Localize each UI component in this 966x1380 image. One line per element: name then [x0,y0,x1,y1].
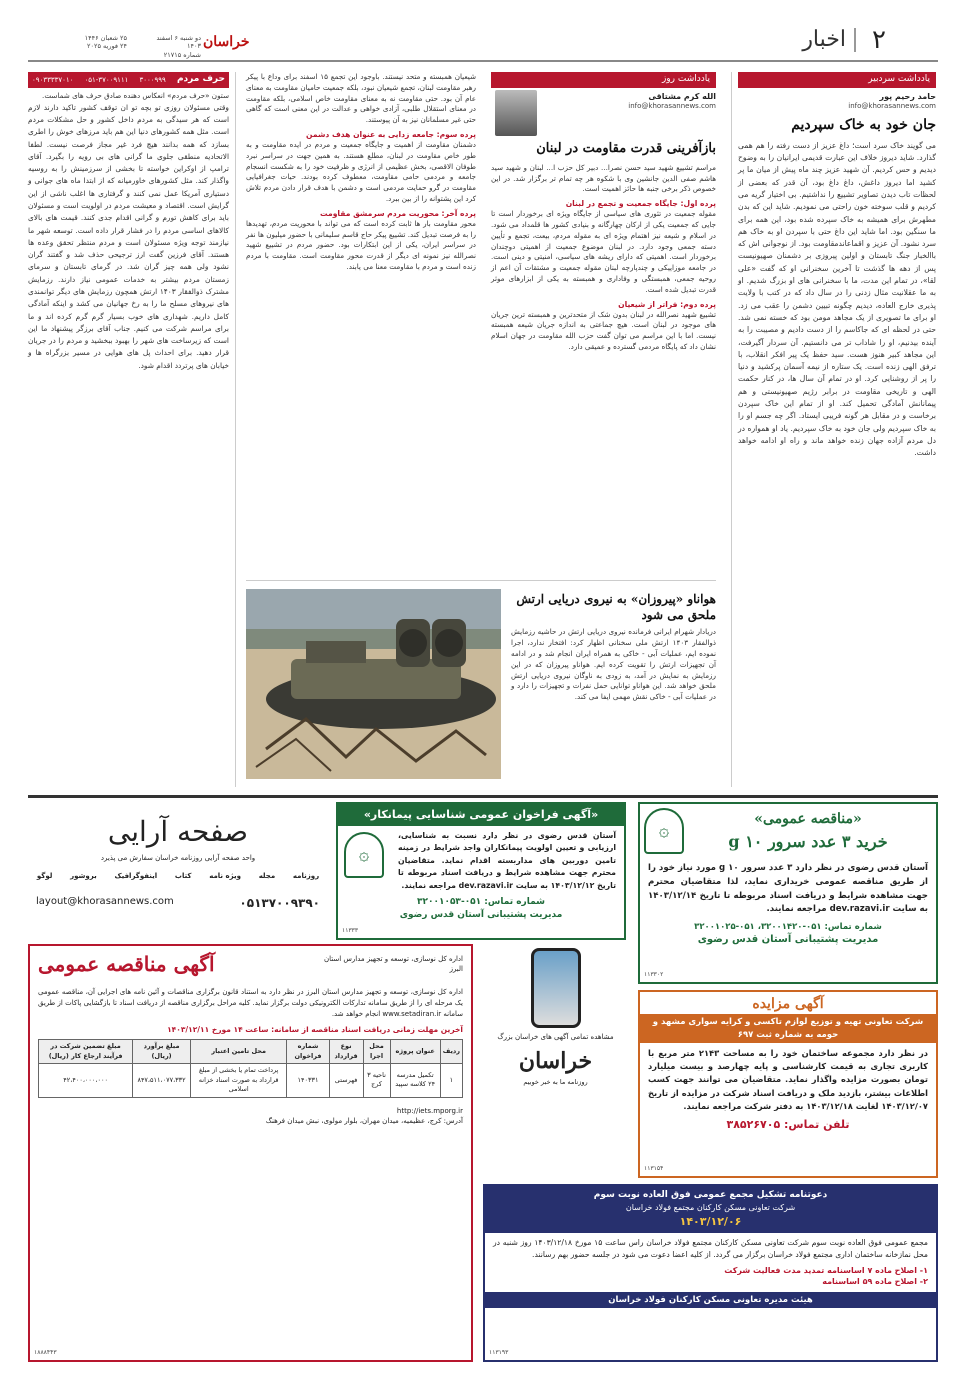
layout-title: صفحه آرایی [107,815,249,848]
alborz-deadline: آخرین مهلت زمانی دریافت اسناد مناقصه از سامانه: ساعت ۱۴ مورخ ۱۴۰۳/۱۲/۱۱ [167,1024,463,1034]
meeting-ad[interactable] [483,1184,938,1362]
daynote-label: یادداشت روز [491,72,716,88]
quds-tender-ad[interactable] [638,802,938,984]
quds-call-footer: مدیریت پشتیبانی آستان قدس رضوی [399,910,563,921]
alborz-body: اداره کل نوسازی، توسعه و تجهیز مدارس استان البرز در نظر دارد به استناد قانون برگزاری مناقصات و آئین نامه های اجرایی آن، مناقصه عمومی یک مرحله ای را از طریق سامانه تدارکات الکترونیکی دولت برگزار نماید. کلیه مراحل برگزاری مناقصه از دریافت اسناد تا بازگشایی پاکات از طریق سامانه www.setadiran.ir انجام خواهد شد. [38,988,463,1019]
quds-call-title: «آگهی فراخوان عمومی شناسایی پیمانکار» [338,804,624,826]
date-persian: دو شنبه ۶ اسفند ۱۴۰۳ [156,34,201,51]
page-number: ۲ [872,25,886,55]
table-cell: تکمیل مدرسه ۲۴ کلاسه سپید [390,1064,440,1097]
people-body: وقتی مسئولان روزی تو بچه تو ان توقف کشور تاکید دارند لازم است که هر سیدگی به مردم داخل کشور و حل مشکلات مردم است. مثل همه کشورهای دنیا این هم باید مرزهای خوش را اطری بسازد که همه بدانند هیچ فرد غیر مجاز فرصت نیست. لطفا الاتحادیه منطقی جلوی ما گرانی های بی رویه را بگیرد. آقای ترامپ از اوکراین خواسته تا بخشی از سرزمینش را به روسیه واگذار کند. مثل کشورهای خاورمیانه که از ابتدا ماه های جوانی و دستیاری آمریکا عمل نمی کنند و گرفتاری ها اغلب ناشی از این گرایش است. اقتصاد و معیشت مردم در اولویت است و مسئولان باید برای کاهش تورم و گرانی اقدام جدی کنند. قیمت های بالای کالاهای اساسی مردم را در فشار قرار داده است. توسعه شهر ما نیازمند توجه ویژه مسئولان است و مردم منتظر تحقق وعده ها هستند. آقای فرزین گفت ارز ترجیحی حذف شد و گفتند گران نشود ولی همه چیز گران شد. در گرمای تابستان و سرمای زمستان مردم بیشتر به خدمات عمومی نیاز دارند. رزمایش مشترک ذوالفقار ۱۴۰۳ ارتش همچون رزمایش های دیگر توانمندی های نیروهای مسلح ما را به رخ جهانیان می کشد و اینکه آمادگی کامل داریم. شهداری های خوب بسیار گرم گرم کرده اند و ما برای مراسم شرکت می کنیم. جناب آقای برزگر پیشنهاد ما این است که زیرساخت های شهر را بهبود ببخشید و مردم را در جریان قرار دهید. برای احداث پل های هوایی در مسیر بزرگراه ها و خیابان های پرتردد اقدام شود. [28,102,230,370]
daynote-byline-wrap [491,88,716,136]
page-header [28,14,938,62]
auction-ad[interactable] [638,990,938,1178]
layout-item: لوگو [36,871,53,880]
layout-contact [28,895,328,912]
classified-brand: خراسان [518,1048,593,1075]
table-header: مبلغ برآورد (ریال) [133,1040,191,1064]
brand-logo[interactable]: خراسان [203,34,250,50]
table-header: محل تامین اعتبار [190,1040,287,1064]
quds-tender-titles [684,809,932,852]
people-header [28,72,229,88]
editorial-column [731,72,936,787]
people-column [28,72,236,787]
editorial-label: یادداشت سردبیر [738,72,936,88]
meeting-footer: هیئت مدیره تعاونی مسکن کارکنان فولاد خراسان [485,1292,936,1308]
layout-item: اینفوگرافیک [114,871,158,880]
daynote-title[interactable]: بازآفرینی قدرت مقاومت در لبنان [536,141,716,156]
alborz-serial: ۱۸۸۸۴۴۳ [34,1349,57,1357]
issue-info [143,34,201,59]
quds-call-content [338,826,624,896]
layout-item: روزنامه [292,871,320,880]
shrine-emblem-icon: ۞ [644,808,684,854]
quds-tender-body: آستان قدس رضوی در نظر دارد ۳ عدد سرور ۱۰ g مورد نیاز خود را از طریق مناقصه عمومی خریداری نماید، لذا متقاضیان محترم جهت مشاهده شرایط و دریافت اسناد مربوطه تا تاریخ ۱۴۰۳/۱۲/۱۴ به سایت dev.razavi.ir مراجعه نمایند. [648,863,928,915]
layout-sub: واحد صفحه آرایی روزنامه خراسان سفارش می پذیرد [100,853,256,862]
meeting-serial: ۱۱۳۱۹۳ [489,1349,509,1357]
layout-phone[interactable]: ۰۵۱۳۷۰۰۹۳۹۰ [239,895,320,910]
quds-tender-title: «مناقصه عمومی» [754,811,862,828]
table-row [39,1064,463,1097]
alborz-tender-ad[interactable] [28,944,473,1362]
people-sms[interactable]: ۳۰۰۰۹۹۹ [139,75,166,84]
meeting-subtitle: شرکت تعاونی مسکن کارکنان مجتمع فولاد خراسان [625,1203,796,1213]
alborz-notes [30,1102,471,1131]
auction-serial: ۱۱۳۱۵۴ [644,1165,664,1173]
auction-title: آگهی مزایده [752,996,824,1012]
table-header: نوع قرارداد [329,1040,363,1064]
meeting-title: دعوتنامه تشکیل مجمع عمومی فوق العاده نوبت سوم [593,1190,828,1200]
middle-body-top: شیعیان همبسته و متحد نیستند. باوجود این تجمع ۱۵ اسفند برای وداع با پیکر رهبر مقاومت لبنان، تجمع شیعیان نبود، بلکه جمعیت حامیان مقاومت به معنای عام آن بود. حتی مقاومت نه به معنای مقاومت خاص اسلامی، بلکه مقاومت در معنای استقلال طلبی، آزادی خواهی و عدالت در این معنی است که گاهی حتی غیر مسلمانان نیز به آن پیوستند. [246,72,476,125]
classified-text: مشاهده تمامی آگهی های خراسان بزرگ [497,1033,614,1041]
editorial-author: حامد رحیم پور [879,92,936,101]
daynote-part1: مقوله جمعیت در تئوری های سیاسی از جایگاه ویژه ای برخوردار است تا جایی که جمعیت یکی از ارکان چهارگانه و بنیادی کشور ها قلمداد می شود. در اسلام و شیعه نیز اهتمام ویژه ای به مقوله مردم، بیعت، تجمع و تأیین دسته جمعی وجود دارد. در لبنان موضوع جمعیت از اهمیتی دوچندان برخوردار است. اهمیتی که دارای ریشه های سیاسی، امنیتی و دینی است. در جامعه موزاییکی و چندپارچه لبنان مقوله جمعیت و مشتقات آن اعم از روحیه جمعی، همبستگی و وفاداری و همبسته به یکی از ابزارهای موثر قدرت تبدیل شده است. [491,209,716,294]
table-header: ردیف [440,1040,462,1064]
layout-item: بروشور [70,871,97,880]
phone-icon [531,948,581,1028]
layout-item: ویژه نامه [209,871,241,880]
daynote-part1-head: پرده اول: جایگاه جمعیت و تجمع در لبنان [565,199,716,209]
quds-call-phone: شماره تماس: ۰۵۱-۳۲۰۰۱۰۵۳ [416,897,546,908]
meeting-agenda-1: ۱- اصلاح ماده ۷ اساسنامه تمدید مدت فعالیت شرکت [724,1265,928,1275]
middle-part3: دشمنان مقاومت از اهمیت و جایگاه جمعیت و مردم در ایده مقاومت و به طور خاص مقاومت در لبنان، مطلع هستند. به همین جهت در سراسر نبرد طوفان الاقصی، بخش عظیمی از انرژی و ظرفیت خود را به شکست انسجام جامعه و مردمی حامی مقاومت، معطوف کرده بودند. حیات جغرافیایی مقاومت در گرو حمایت مردمی است و دشمن با هدف قرار دادن مردم تلاش کرد این پشتوانه را از بین ببرد. [246,139,476,203]
table-cell: فهرستی [329,1064,363,1097]
layout-item: مجله [258,871,276,880]
quds-call-serial: ۱۱۳۳۳ [342,927,359,935]
middle-part4: محور مقاومت بار ها ثابت کرده است که می تواند با محوریت مردم، تهدیدها را به فرصت تبدیل کند. تشییع پیکر حاج قاسم سلیمانی با حضور میلیون ها نفر در سراسر ایران، یکی از این ابتکارات بود. حضور مردم در تشییع شهید نصرالله نیز نمونه ای دیگر از قدرت محور مقاومت است. مقاومت با مردم زنده است و مردم با مقاومت معنا می یابند. [246,218,476,271]
people-whatsapp[interactable]: ۰۹۰۳۳۳۳۷۰۱۰ [32,75,74,84]
classified-slogan: روزنامه ما به خبر خوبیم [523,1078,588,1087]
table-cell: ۱ [440,1064,462,1097]
quds-call-ad[interactable] [336,802,626,940]
layout-item: کتاب [174,871,192,880]
quds-tender-head [640,804,936,858]
date-gregorian: ۲۴ فوریه ۲۰۲۵ [87,42,127,51]
people-phone[interactable]: ۰۵۱-۳۷۰۰۹۱۱۱ [84,75,129,84]
classified-ad[interactable] [483,944,628,1134]
meeting-date: ۱۴۰۳/۱۲/۰۶ [679,1214,742,1228]
table-cell: ۴۲،۴۰۰،۰۰۰،۰۰۰ [39,1064,133,1097]
auction-subtitle: شرکت تعاونی تهیه و توزیع لوازم تاکسی و کرایه سواری مشهد و حومه به شماره ثبت ۶۹۷ [640,1014,936,1043]
quds-call-body: آستان قدس رضوی در نظر دارد نسبت به شناسایی، ارزیابی و تعیین اولویت پیمانکاران واجد شرایط در زمینه تامین دوربین های مداربسته اقدام نماید. متقاضیان محترم جهت مشاهده شرایط و دریافت اسناد مربوطه تا تاریخ ۱۴۰۳/۱۲/۱۲ به سایت dev.razavi.ir مراجعه نمایند. [398,830,616,890]
date-hijri: ۲۵ شعبان ۱۴۴۶ [84,34,127,42]
table-cell: ۱۴۰۳۳۱ [287,1064,329,1097]
ads-section [28,795,938,1365]
auction-phone: تلفن تماس: ۳۸۵۲۶۷۰۵ [726,1118,850,1132]
quds-tender-footer: مدیریت پشتیبانی آستان قدس رضوی [697,934,879,946]
daynote-author: الله کرم مشتاقی [648,92,716,101]
hovercraft-body: دریادار شهرام ایرانی فرمانده نیروی دریایی ارتش در حاشیه رزمایش ذوالفقار ۱۴۰۳ ارتش ملی سخنانی اظهار کرد: افتخار ندارد، اجرا نموده ایم، عملیات آبی - خاکی به همراه ایران انجام شد و در ادامه آن تجهیزات ارتش را تقویت کرده ایم. هواناو پیروزان که در این رزمایش به نمایش در آمد، به زودی به ناوگان نیروی دریایی ارتش ملحق خواهد شد. این هواناو توانایی حمل نفرات و تجهیزات را دارد و در عملیات آبی - خاکی نقش مهمی ایفا می کند. [511,627,716,702]
hovercraft-title[interactable]: هواناو «پیروزان» به نیروی دریایی ارتش ملحق می شود [516,592,716,623]
alborz-table-wrap [30,1035,471,1101]
meeting-body: مجمع عمومی فوق العاده نوبت سوم شرکت تعاونی مسکن کارکنان مجتمع فولاد خراسان راس ساعت ۱۵ مورخ ۱۴۰۳/۱۲/۱۸ روز شنبه در محل نمازخانه ساختمان اداری مجتمع فولاد خراسان برگزار می گردد. از کلیه اعضا دعوت می شود در جلسه حضور بهم رسانند. [493,1237,929,1259]
layout-email[interactable]: layout@khorasannews.com [36,895,174,907]
middle-part4-head: پرده آخر: محوریت مردم سرمشق مقاومت [319,208,476,218]
alborz-title: آگهی مناقصه عمومی [38,952,215,976]
alborz-table [38,1039,463,1097]
daynote-column [491,72,716,577]
table-cell: پرداخت تمام یا بخشی از مبلغ قرارداد به صورت اسناد خزانه اسلامی [190,1064,287,1097]
editorial-body: می گویند خاک سرد است؛ داغ عزیز از دست رفته را هم همی گذارد. شاید دیروز خلاف این عبارت قدیمی ایرانیان را به وضوح دیدیم و حس کردیم. آن شهید عزیز چند ماه پیش از میان ما پر کشید اما دیروز داغش، داغ داغ بود، آن قدر که بعضی از لحظات تاب دیدن تصاویر تشییع را نداشتیم. بی اختیار گریه می کردیم و قلب سوخته خون راحتی می نمودیم. شاید این که بدن مطهرش برای همیشه به خاک سپرده شده بود، این همه برای ما سنگین بود. اما شاید این داغ حتی با سپردن او به خاک هم سرد نشود. آن عزیز و اقماعاندمقاومت بود. از نوجوانی اش که باالخبار جنگ تابستان و اولین پیروزی بر دشمنان صهیونیست پس از دهه ها گذشت تا آخرین سخنرانی او که گفت «علی لقا»، در تمام این مدت، ما با سخنرانی های او بزرگ شدیم. او به ما عقلانیت مثال زدنی را در سال داد که در کتب با ولایت پذیری خارج العاده، دیدیم چگونه تبیین دشمن را عقب می زد. او برای ما تصویری از یک مجاهد مومن بود که خسته نمی شد. حتی در لحظه ای که جاکاسم را از دست دادیم و مصیبت را به آینده بیدنیم، او را شاداب تر می دانستیم. آن سردار آگیرفت، این مجاهد کبیر هنوز هست. سید حفظ یک پیر افکر انقلاب، با ترفق الهی زنده است. یک ستاره از نیمه آسمان پرکشید و دنیا را پر از روشنایی کرد. او در تمام آن سال ها، در کنار حکمت الهی و تاریخی مقاومت در برابر رژیم صهیونیستی و هم پیمانانش آمادگی تحمیل کند. او از تمام این خاک سپردن برخاست و در مقابل هر گونه فریبی ایستاد. اگر چه جسم او را به خاک سپردیم ولی جان خود به خاک سپردیم. یاد او همواره در دل مردم آزاده جهان زنده خواهد ماند و راه او ادامه خواهد داشت. [738,140,936,458]
author-avatar [495,90,537,136]
quds-tender-phone: شماره تماس: ۰۵۱-۳۲۰۰۱۴۲۰، ۰۵۱-۳۲۰۰۱۰۲۵ [694,922,882,932]
hovercraft-text [511,587,716,703]
auction-body: در نظر دارد مجموعه ساختمان خود را به مساحت ۲۱۴۳ متر مربع با کاربری تجاری به قیمت کارشناسی و پایه چهارصد و بیست میلیارد تومان بصورت مزایده واگذار نماید. متقاضیان می توانند جهت کسب اطلاعات بیشتر، بازدید ملک و دریافت اسناد شرکت در مزایده از تاریخ ۱۴۰۳/۱۲/۰۷ لغایت ۱۴۰۳/۱۲/۱۸ به دفتر شرکت مراجعه نمایند. [648,1047,928,1111]
table-header-row [39,1040,463,1064]
middle-column [246,72,476,577]
middle-part3-head: پرده سوم: جامعه زدایی به عنوان هدف دشمن [306,129,476,139]
editorial-title[interactable]: جان خود به خاک سپردیم [791,117,936,134]
table-cell: ۸۴۷،۵۱۱،۰۷۷،۳۳۲ [133,1064,191,1097]
alborz-address: آدرس: کرج، عظیمیه، میدان مهران، بلوار مولوی، نبش میدان فرهنگ [265,1117,463,1126]
alborz-org: اداره کل نوسازی، توسعه و تجهیز مدارس استان البرز [323,955,463,973]
daynote-part2-head: پرده دوم: فراتر از شیعیان [618,299,716,309]
people-label: حرف مردم [176,74,225,85]
shrine-emblem-icon: ۞ [344,832,384,878]
quds-tender-subtitle: خرید ۳ عدد سرور ۱۰ g [728,831,888,851]
daynote-intro: مراسم تشییع شهید سید حسن نصرا... دبیر کل حزب ا... لبنان و شهید سید هاشم صفی الدین جانشین وی با شکوه هر چه تمام تر برگزار شد. در این خصوص ذکر برخی جنبه ها حائز اهمیت است. [491,162,716,194]
table-cell: ناحیه ۳ کرج [363,1064,390,1097]
table-header: عنوان پروژه [390,1040,440,1064]
header-separator [854,28,856,52]
daynote-part2: تشییع شهید نصرالله در لبنان بدون شک از متحدترین و همبسته ترین جریان های موجود در لبنان است. هیچ جماعتی به اندازه جریان شیعه همبسته نیست. اما با این مراسم می توان گفت حزب الله مقاومت در جهان اسلام نشان داد که پایگاه مردمی گسترده و عمیقی دارد. [491,309,716,351]
editorial-email[interactable]: info@khorasannews.com [848,102,936,111]
issue-number: شماره ۲۱۷۱۵ [163,50,201,59]
quds-tender-serial: ۱۱۳۳۰۲ [644,971,664,979]
meeting-head [485,1186,936,1233]
meeting-agenda-2: ۲- اصلاح ماده ۵۹ اساسنامه [822,1277,928,1287]
alborz-head [30,946,471,983]
daynote-email[interactable]: info@khorasannews.com [628,102,716,111]
layout-items [28,871,328,881]
table-header: مبلغ تضمین شرکت در فرآیند ارجاع کار (ریال) [39,1040,133,1064]
layout-ad[interactable] [28,806,328,936]
dates [32,34,127,51]
editorial-byline [738,92,936,111]
hovercraft-photo [246,589,501,779]
table-header: محل اجرا [363,1040,390,1064]
hovercraft-story [246,580,716,785]
section-title: اخبار [802,27,846,52]
alborz-website[interactable]: http://iets.mporg.ir [396,1106,463,1115]
table-header: شماره فراخوان [287,1040,329,1064]
people-intro: ستون «حرف مردم» انعکاس دهنده صادق حرف های شماست. [42,91,229,100]
